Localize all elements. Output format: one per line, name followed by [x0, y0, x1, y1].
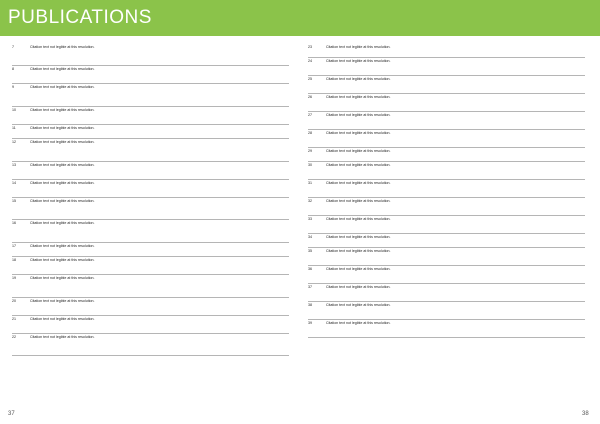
- page-title: PUBLICATIONS: [8, 7, 152, 28]
- right-page-number: 38: [582, 411, 589, 417]
- citation-number: 28: [308, 131, 312, 135]
- header-banner: [0, 0, 600, 36]
- citation-entry: [308, 180, 585, 198]
- left-citation-column: [12, 44, 289, 356]
- citation-text: Citation text not legible at this resolution.: [30, 317, 95, 321]
- citation-number: 38: [308, 303, 312, 307]
- citation-text: Citation text not legible at this resolution.: [326, 59, 391, 63]
- citation-number: 25: [308, 77, 312, 81]
- left-page-number: 37: [8, 411, 15, 417]
- citation-text: Citation text not legible at this resolution.: [326, 181, 391, 185]
- citation-number: 30: [308, 163, 312, 167]
- citation-text: Citation text not legible at this resolution.: [326, 113, 391, 117]
- citation-entry: [12, 316, 289, 334]
- citation-entry: [12, 84, 289, 107]
- citation-number: 26: [308, 95, 312, 99]
- citation-text: Citation text not legible at this resolution.: [30, 299, 95, 303]
- citation-text: Citation text not legible at this resolution.: [326, 235, 391, 239]
- citation-number: 18: [12, 258, 16, 262]
- citation-number: 31: [308, 181, 312, 185]
- citation-number: 21: [12, 317, 16, 321]
- citation-entry: [12, 275, 289, 298]
- citation-number: 23: [308, 45, 312, 49]
- citation-entry: [308, 76, 585, 94]
- citation-number: 19: [12, 276, 16, 280]
- citation-number: 24: [308, 59, 312, 63]
- citation-number: 15: [12, 199, 16, 203]
- citation-number: 33: [308, 217, 312, 221]
- citation-text: Citation text not legible at this resolution.: [30, 221, 95, 225]
- citation-text: Citation text not legible at this resolution.: [30, 181, 95, 185]
- citation-entry: [12, 162, 289, 180]
- citation-entry: [12, 198, 289, 220]
- right-citation-column: [308, 44, 585, 338]
- citation-entry: [12, 125, 289, 139]
- citation-entry: [308, 284, 585, 302]
- citation-number: 37: [308, 285, 312, 289]
- citation-entry: [308, 234, 585, 248]
- citation-number: 22: [12, 335, 16, 339]
- citation-entry: [308, 58, 585, 76]
- citation-entry: [308, 248, 585, 266]
- citation-number: 9: [12, 85, 14, 89]
- citation-text: Citation text not legible at this resolution.: [326, 303, 391, 307]
- citation-text: Citation text not legible at this resolution.: [326, 95, 391, 99]
- citation-text: Citation text not legible at this resolution.: [30, 126, 95, 130]
- citation-number: 14: [12, 181, 16, 185]
- citation-entry: [12, 220, 289, 243]
- citation-text: Citation text not legible at this resolution.: [30, 199, 95, 203]
- citation-entry: [12, 298, 289, 316]
- citation-text: Citation text not legible at this resolution.: [30, 163, 95, 167]
- citation-number: 17: [12, 244, 16, 248]
- citation-number: 32: [308, 199, 312, 203]
- citation-entry: [308, 94, 585, 112]
- citation-text: Citation text not legible at this resolution.: [326, 163, 391, 167]
- citation-number: 29: [308, 149, 312, 153]
- citation-entry: [308, 266, 585, 284]
- citation-number: 11: [12, 126, 16, 130]
- citation-number: 13: [12, 163, 16, 167]
- citation-entry: [12, 334, 289, 356]
- citation-text: Citation text not legible at this resolution.: [326, 45, 391, 49]
- citation-entry: [12, 66, 289, 84]
- citation-entry: [12, 243, 289, 257]
- citation-entry: [12, 107, 289, 125]
- citation-text: Citation text not legible at this resolution.: [326, 149, 391, 153]
- citation-number: 34: [308, 235, 312, 239]
- citation-text: Citation text not legible at this resolution.: [30, 108, 95, 112]
- citation-number: 10: [12, 108, 16, 112]
- citation-entry: [12, 139, 289, 162]
- citation-entry: [308, 198, 585, 216]
- citation-text: Citation text not legible at this resolution.: [326, 267, 391, 271]
- citation-text: Citation text not legible at this resolution.: [30, 67, 95, 71]
- citation-number: 16: [12, 221, 16, 225]
- citation-text: Citation text not legible at this resolution.: [30, 244, 95, 248]
- citation-text: Citation text not legible at this resolution.: [326, 199, 391, 203]
- citation-number: 36: [308, 267, 312, 271]
- citation-entry: [308, 148, 585, 162]
- citation-entry: [308, 112, 585, 130]
- citation-text: Citation text not legible at this resolution.: [30, 335, 95, 339]
- citation-text: Citation text not legible at this resolution.: [326, 217, 391, 221]
- citation-entry: [308, 216, 585, 234]
- citation-number: 39: [308, 321, 312, 325]
- citation-number: 8: [12, 67, 14, 71]
- citation-entry: [308, 130, 585, 148]
- citation-text: Citation text not legible at this resolution.: [326, 249, 391, 253]
- citation-entry: [308, 302, 585, 320]
- citation-number: 20: [12, 299, 16, 303]
- citation-text: Citation text not legible at this resolution.: [326, 321, 391, 325]
- citation-entry: [308, 320, 585, 338]
- citation-entry: [12, 180, 289, 198]
- citation-text: Citation text not legible at this resolution.: [326, 285, 391, 289]
- citation-number: 35: [308, 249, 312, 253]
- citation-text: Citation text not legible at this resolution.: [326, 131, 391, 135]
- citation-number: 7: [12, 45, 14, 49]
- citation-text: Citation text not legible at this resolution.: [30, 140, 95, 144]
- citation-entry: [12, 44, 289, 66]
- citation-text: Citation text not legible at this resolution.: [30, 276, 95, 280]
- citation-number: 12: [12, 140, 16, 144]
- citation-entry: [308, 44, 585, 58]
- citation-text: Citation text not legible at this resolution.: [30, 45, 95, 49]
- citation-text: Citation text not legible at this resolution.: [30, 258, 95, 262]
- citation-text: Citation text not legible at this resolution.: [30, 85, 95, 89]
- citation-text: Citation text not legible at this resolution.: [326, 77, 391, 81]
- citation-entry: [12, 257, 289, 275]
- citation-entry: [308, 162, 585, 180]
- citation-number: 27: [308, 113, 312, 117]
